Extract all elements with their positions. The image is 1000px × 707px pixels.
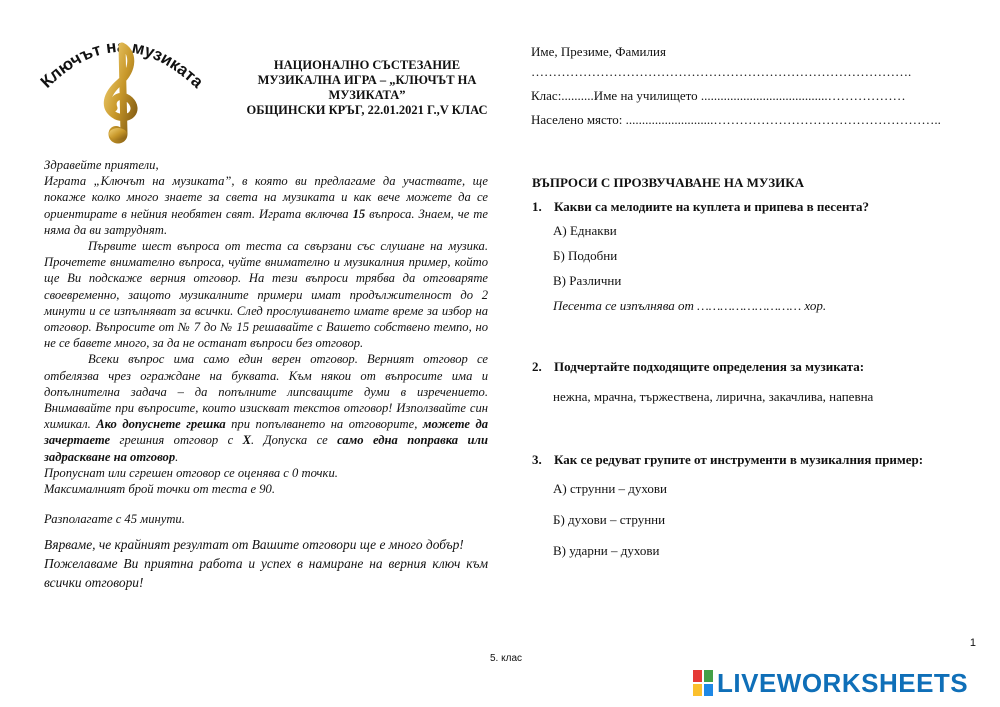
title-line-2: МУЗИКАЛНА ИГРА – „КЛЮЧЪТ НА: [257, 73, 477, 87]
treble-clef-icon: [107, 46, 134, 140]
closing-wishes: Пожелаваме Ви приятна работа и успех в намиране на верния ключ към всички отговори!: [44, 556, 488, 591]
scoring-note: Пропуснат или сгрешен отговор се оценява с 0 точки.: [44, 465, 338, 480]
instructions-text: [44, 157, 488, 592]
liveworksheets-logo-icon: [693, 670, 713, 696]
question-3: 3. Как се редуват групите от инструменти в музикалния пример:: [532, 452, 924, 467]
title-line-1: НАЦИОНАЛНО СЪСТЕЗАНИЕ: [273, 58, 461, 72]
contest-title: [222, 58, 512, 118]
footer-class-label: 5. клас: [490, 653, 523, 664]
contest-logo: [30, 30, 210, 145]
name-field[interactable]: …………………………………………………………………………….: [531, 64, 912, 79]
intro-paragraph-2: Първите шест въпроса от теста са свързани със слушане на музика. Прочетете внимателно въпроса, чуйте внимателно и музикалния пример, който ще Ви подскаже верния отговор. На тези въпроси трябва да отговаряте своевременно, защото музикалните примери имат продължителност до 2 минути и се изпълняват за всички. След прослушването имате време за избор на отговор. Въпросите от № 7 до № 15 решавайте с Вашето собствено темпо, но не се бавете много, за да не останат въпроси без отговор.: [44, 239, 488, 351]
class-school-field[interactable]: Клас:..........Име на училището .......................................………………: [531, 88, 906, 103]
name-label: Име, Презиме, Фамилия: [531, 44, 666, 59]
q3-option-a[interactable]: А) струнни – духови: [553, 481, 667, 496]
liveworksheets-brand[interactable]: [693, 670, 968, 696]
logo-graphic: [30, 30, 210, 145]
question-1: 1. Какви са мелодиите на куплета и припева в песента?: [532, 199, 869, 214]
q1-choir-blank[interactable]: Песента се изпълнява от ……………………… хор.: [553, 298, 827, 313]
title-line-3: МУЗИКАТА”: [328, 88, 406, 102]
time-note: Разполагате с 45 минути.: [44, 512, 185, 527]
intro-paragraph-3: Всеки въпрос има само един верен отговор. Верният отговор се отбелязва чрез ограждане на буквата. Към някои от въпросите има и допълнителна задача – да попълните липсващите думи в изречението. Внимавайте при въпросите, които изискват текстов отговор! Използвайте син химикал. Ако допуснете грешка при попълването на отговорите, можете да зачертаете грешния отговор с Х. Допуска се само една поправка или задраскване на отговор.: [44, 352, 489, 464]
intro-paragraph-1: Играта „Ключът на музиката”, в която ви предлагаме да участвате, ще покаже колко много знаете за света на музиката и как вече можете да се ориентирате в нейния необятен свят. Играта включва 15 въпроса. Знаем, че те няма да ви затруднят.: [44, 174, 488, 237]
city-field[interactable]: Населено място: ...........................……………………………………………..: [531, 112, 941, 127]
q1-option-a[interactable]: А) Еднакви: [553, 223, 617, 238]
question-2: 2. Подчертайте подходящите определения за музиката:: [532, 359, 865, 374]
greeting: Здравейте приятели,: [44, 158, 159, 172]
q1-option-c[interactable]: В) Различни: [553, 273, 622, 288]
q2-word-list[interactable]: нежна, мрачна, тържествена, лирична, закачлива, напевна: [553, 389, 874, 404]
q3-option-b[interactable]: Б) духови – струнни: [553, 512, 666, 527]
page-number: 1: [969, 637, 976, 649]
q3-option-c[interactable]: В) ударни – духови: [553, 543, 660, 558]
good-wishes: Вярваме, че крайният резултат от Вашите отговори ще е много добър!: [44, 537, 464, 553]
logo-arc-text: Ключът на музиката: [36, 36, 207, 92]
max-points-note: Максималният брой точки от теста е 90.: [44, 482, 275, 497]
liveworksheets-wordmark: LIVEWORKSHEETS: [717, 668, 969, 698]
section-title: ВЪПРОСИ С ПРОЗВУЧАВАНЕ НА МУЗИКА: [532, 175, 805, 190]
q1-option-b[interactable]: Б) Подобни: [553, 248, 618, 263]
title-line-4: ОБЩИНСКИ КРЪГ, 22.01.2021 Г.,V КЛАС: [246, 103, 488, 117]
